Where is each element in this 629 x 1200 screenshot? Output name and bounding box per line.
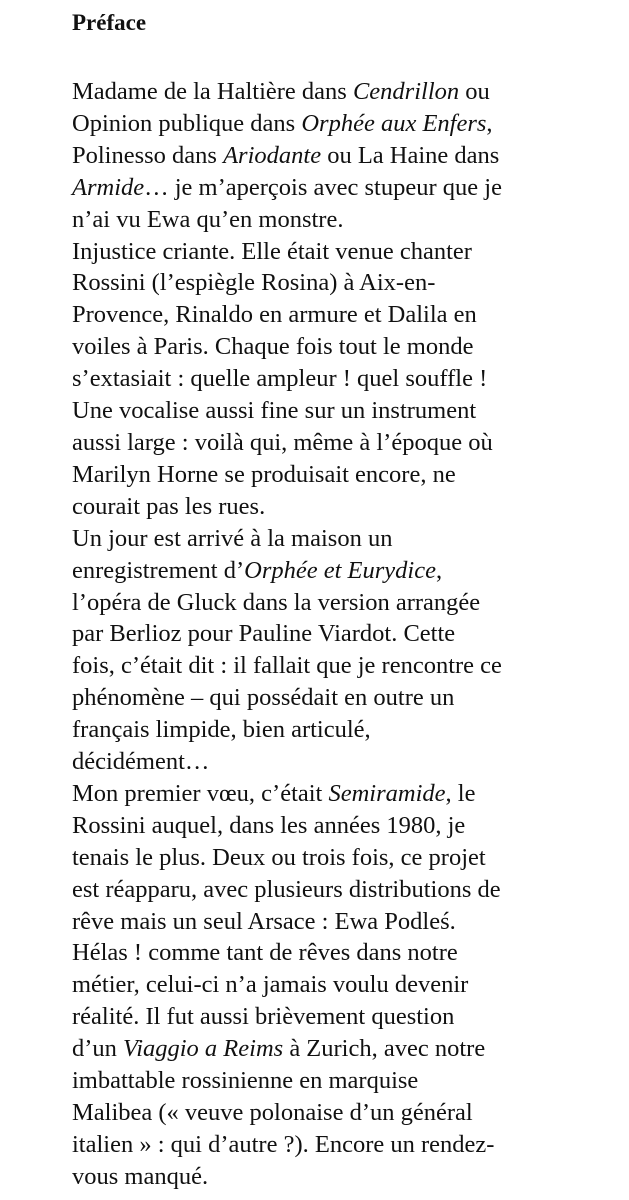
italic-title-text: Armide: [72, 173, 145, 201]
text-segment: métier, celui-ci n’a jamais voulu devenir: [72, 971, 469, 999]
text-segment: Opinion publique dans: [72, 109, 302, 137]
text-line: [72, 140, 622, 172]
text-segment: n’ai vu Ewa qu’en monstre.: [72, 205, 344, 233]
text-segment: réalité. Il fut aussi brièvement question: [72, 1003, 455, 1031]
text-line: [72, 427, 622, 459]
italic-title-text: Ariodante: [223, 141, 322, 169]
text-line: [72, 587, 622, 619]
text-segment: ou: [459, 78, 490, 105]
text-segment: Rossini auquel, dans les années 1980, je: [72, 811, 466, 839]
text-segment: ou La Haine dans: [321, 141, 500, 169]
text-segment: … je m’aperçois avec stupeur que je: [144, 173, 502, 201]
text-segment: aussi large : voilà qui, même à l’époque où: [72, 428, 493, 456]
text-line: [72, 204, 622, 236]
text-line: [72, 810, 622, 842]
text-segment: d’un: [72, 1035, 124, 1063]
text-line: [72, 1033, 622, 1065]
text-line: [72, 682, 622, 714]
text-segment: est réapparu, avec plusieurs distributions de: [72, 875, 501, 903]
text-line: [72, 172, 622, 204]
italic-title-text: Orphée et Eurydice: [244, 556, 436, 584]
italic-title-text: Orphée aux Enfers: [301, 109, 487, 137]
text-segment: ,: [486, 109, 493, 137]
text-segment: Madame de la Haltière dans: [72, 78, 353, 105]
document-page: [72, 6, 622, 1193]
text-line: [72, 1161, 622, 1193]
text-segment: Rossini (l’espiègle Rosina) à Aix-en-: [72, 269, 436, 297]
text-line: [72, 491, 622, 523]
text-segment: Marilyn Horne se produisait encore, ne: [72, 460, 456, 488]
text-segment: voiles à Paris. Chaque fois tout le monde: [72, 333, 474, 361]
text-segment: s’extasiait : quelle ampleur ! quel souffle !: [72, 365, 488, 393]
text-segment: fois, c’était dit : il fallait que je rencontre ce: [72, 652, 502, 680]
text-segment: , le: [445, 779, 476, 807]
text-line: [72, 1001, 622, 1033]
text-line: [72, 618, 622, 650]
text-line: [72, 76, 622, 108]
text-line: [72, 363, 622, 395]
text-segment: Un jour est arrivé à la maison un: [72, 524, 393, 552]
text-segment: imbattable rossinienne en marquise: [72, 1067, 419, 1095]
text-line: [72, 523, 622, 555]
text-line: [72, 108, 622, 140]
text-segment: français limpide, bien articulé,: [72, 716, 371, 744]
text-line: [72, 714, 622, 746]
text-line: [72, 299, 622, 331]
page-title: Préface: [72, 10, 147, 35]
text-segment: Hélas ! comme tant de rêves dans notre: [72, 939, 458, 967]
text-segment: Polinesso dans: [72, 141, 224, 169]
italic-title-text: Viaggio a Reims: [123, 1035, 284, 1063]
text-line: [72, 650, 622, 682]
text-segment: Une vocalise aussi fine sur un instrument: [72, 397, 477, 425]
text-segment: à Zurich, avec notre: [283, 1035, 486, 1063]
text-line: [72, 746, 622, 778]
text-segment: Mon premier vœu, c’était: [72, 779, 329, 807]
text-line: [72, 842, 622, 874]
text-segment: enregistrement d’: [72, 556, 245, 584]
text-line: [72, 874, 622, 906]
italic-title-text: Cendrillon: [352, 78, 460, 105]
text-line: [72, 937, 622, 969]
text-segment: Provence, Rinaldo en armure et Dalila en: [72, 301, 477, 329]
text-line: [72, 969, 622, 1001]
text-line: [72, 778, 622, 810]
text-line: [72, 1065, 622, 1097]
text-segment: décidément…: [72, 748, 210, 776]
text-segment: phénomène – qui possédait en outre un: [72, 684, 455, 712]
text-segment: vous manqué.: [72, 1162, 209, 1190]
text-segment: tenais le plus. Deux ou trois fois, ce projet: [72, 843, 486, 871]
text-line: [72, 906, 622, 938]
text-line: [72, 267, 622, 299]
text-segment: l’opéra de Gluck dans la version arrangée: [72, 588, 481, 616]
text-segment: courait pas les rues.: [72, 492, 266, 520]
text-line: [72, 1097, 622, 1129]
text-segment: rêve mais un seul Arsace : Ewa Podleś.: [72, 907, 456, 935]
text-segment: ,: [435, 556, 443, 584]
text-line: [72, 459, 622, 491]
body-text: [72, 76, 622, 1193]
text-segment: par Berlioz pour Pauline Viardot. Cette: [72, 620, 456, 648]
italic-title-text: Semiramide: [328, 779, 446, 807]
text-line: [72, 395, 622, 427]
text-line: [72, 331, 622, 363]
text-line: [72, 1129, 622, 1161]
text-segment: Malibea (« veuve polonaise d’un général: [72, 1099, 473, 1126]
text-segment: Injustice criante. Elle était venue chanter: [72, 237, 472, 265]
text-line: [72, 236, 622, 268]
text-line: [72, 555, 622, 587]
text-segment: italien » : qui d’autre ?). Encore un rendez-: [72, 1130, 495, 1158]
